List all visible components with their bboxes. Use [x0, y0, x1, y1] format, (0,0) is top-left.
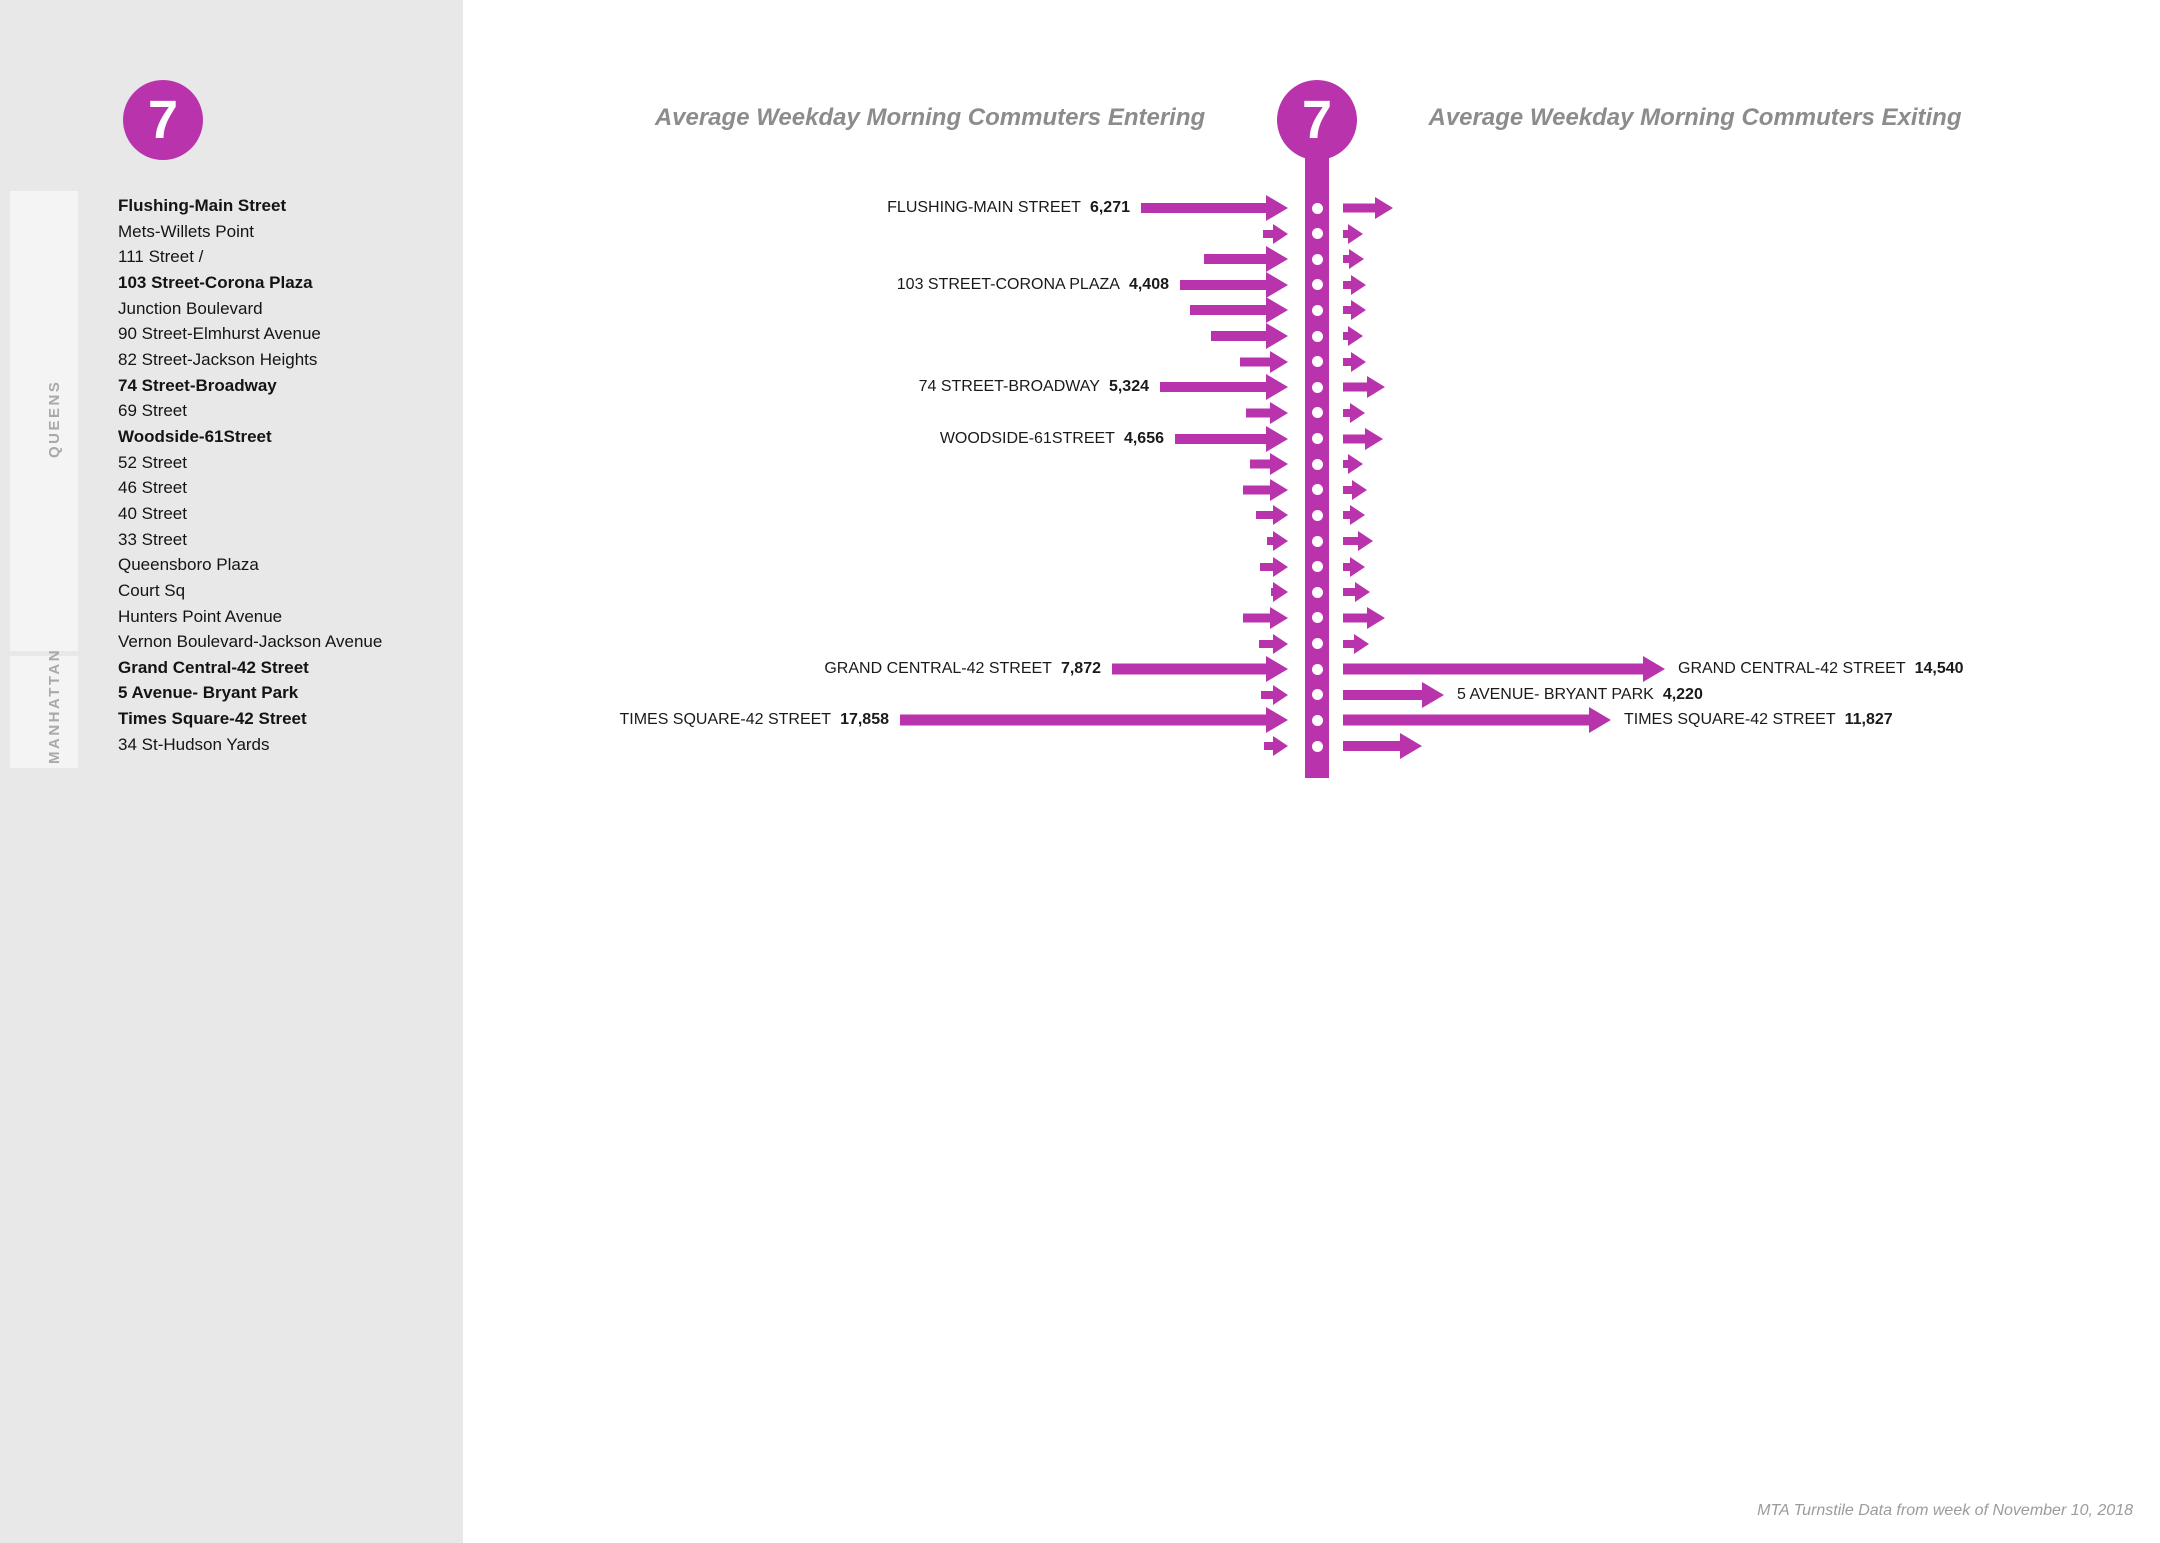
exiting-arrow — [1343, 246, 1364, 272]
entering-arrow — [1256, 502, 1288, 528]
station-list-item: 69 Street — [118, 401, 187, 421]
exiting-arrow — [1343, 400, 1365, 426]
entering-value-label — [887, 197, 1130, 219]
exiting-arrow — [1343, 733, 1422, 759]
station-stop-dot — [1312, 356, 1323, 367]
station-list-item: 111 Street / — [118, 247, 204, 267]
entering-arrow — [1250, 451, 1288, 477]
entering-value-label — [619, 709, 889, 731]
entering-chart-title: Average Weekday Morning Commuters Entering — [654, 104, 1206, 131]
station-stop-dot — [1312, 254, 1323, 265]
chart-station-name: 5 AVENUE- BRYANT PARK — [1457, 685, 1654, 703]
entering-value-label — [919, 376, 1149, 398]
station-list-item: 52 Street — [118, 452, 187, 472]
chart-station-name: GRAND CENTRAL-42 STREET — [1678, 660, 1906, 678]
station-stop-dot — [1312, 203, 1323, 214]
entering-arrow — [1261, 682, 1288, 708]
exiting-arrow — [1343, 707, 1611, 733]
region-label-queens: QUEENS — [46, 379, 63, 458]
station-stop-dot — [1312, 331, 1323, 342]
entering-arrow — [1267, 528, 1288, 554]
exiting-arrow — [1343, 323, 1363, 349]
subway-line-7-chart-badge — [1277, 80, 1357, 160]
station-list-item: 90 Street-Elmhurst Avenue — [118, 324, 321, 344]
exiting-arrow — [1343, 374, 1385, 400]
station-list-item: Flushing-Main Street — [118, 196, 287, 215]
entering-count: 7,872 — [1060, 660, 1101, 678]
chart-station-name: GRAND CENTRAL-42 STREET — [824, 660, 1052, 678]
exiting-value-label — [1457, 684, 1703, 706]
chart-station-name: 103 STREET-CORONA PLAZA — [896, 275, 1120, 293]
station-stop-dot — [1312, 689, 1323, 700]
exiting-arrow — [1343, 349, 1366, 375]
entering-arrow — [1259, 631, 1288, 657]
station-list-item: 34 St-Hudson Yards — [118, 734, 270, 754]
exiting-count: 14,540 — [1914, 660, 1964, 678]
exiting-arrow — [1343, 554, 1365, 580]
station-list-item: Junction Boulevard — [118, 298, 263, 318]
exiting-arrow — [1343, 195, 1393, 221]
exiting-count: 11,827 — [1844, 711, 1893, 729]
chart-station-name: TIMES SQUARE-42 STREET — [1624, 711, 1836, 729]
station-sidebar — [0, 0, 463, 1543]
station-stop-dot — [1312, 305, 1323, 316]
station-stop-dot — [1312, 484, 1323, 495]
entering-arrow — [1271, 579, 1288, 605]
exiting-arrow — [1343, 656, 1665, 682]
entering-arrow — [1112, 656, 1288, 682]
station-list-item: Queensboro Plaza — [118, 555, 259, 575]
entering-arrow — [900, 707, 1288, 733]
station-list-item: 5 Avenue- Bryant Park — [118, 683, 299, 703]
entering-value-label — [897, 274, 1169, 296]
exiting-arrow — [1343, 221, 1363, 247]
entering-arrow — [1246, 400, 1288, 426]
station-list-item: Woodside-61Street — [118, 426, 272, 446]
exiting-arrow — [1343, 528, 1373, 554]
station-stop-dot — [1312, 459, 1323, 470]
station-stop-dot — [1312, 638, 1323, 649]
station-stop-dot — [1312, 715, 1323, 726]
entering-arrow — [1211, 323, 1288, 349]
station-list-item: 33 Street — [118, 529, 187, 549]
station-list — [118, 193, 382, 757]
station-stop-dot — [1312, 228, 1323, 239]
region-strip-queens — [10, 191, 78, 651]
subway-line-7-chart-badge-number: 7 — [1301, 90, 1333, 150]
entering-arrow — [1264, 733, 1288, 759]
station-stop-dot — [1312, 510, 1323, 521]
station-list-item: Court Sq — [118, 580, 186, 600]
exiting-arrow — [1343, 477, 1367, 503]
exiting-arrow — [1343, 297, 1366, 323]
station-list-item: 40 Street — [118, 503, 187, 523]
entering-count: 6,271 — [1089, 199, 1130, 216]
subway-line-7-badge — [123, 80, 203, 160]
entering-arrow — [1260, 554, 1288, 580]
station-list-item: 74 Street-Broadway — [118, 375, 277, 395]
station-stop-dot — [1312, 561, 1323, 572]
station-stop-dot — [1312, 741, 1323, 752]
exiting-chart-title: Average Weekday Morning Commuters Exiting — [1428, 104, 1962, 131]
exiting-arrow — [1343, 426, 1383, 452]
station-stop-dot — [1312, 279, 1323, 290]
subway-line-7-badge-number: 7 — [147, 90, 179, 150]
entering-count: 5,324 — [1108, 378, 1149, 396]
entering-arrow — [1240, 349, 1288, 375]
station-list-item: 46 Street — [118, 478, 187, 498]
station-list-item: Hunters Point Avenue — [118, 606, 283, 626]
region-label-manhattan: MANHATTAN — [46, 647, 63, 764]
exiting-arrow — [1343, 451, 1363, 477]
entering-value-label — [824, 658, 1101, 680]
entering-arrow — [1263, 221, 1288, 247]
entering-arrow — [1190, 297, 1288, 323]
entering-count: 4,408 — [1128, 275, 1169, 293]
exiting-arrow — [1343, 272, 1366, 298]
station-list-item: 82 Street-Jackson Heights — [118, 349, 318, 369]
station-stop-dot — [1312, 407, 1323, 418]
entering-arrow — [1160, 374, 1288, 400]
station-list-item: Grand Central-42 Street — [118, 657, 309, 677]
exiting-value-label — [1678, 658, 1964, 680]
entering-count: 17,858 — [840, 711, 889, 729]
chart-station-name: 74 STREET-BROADWAY — [918, 378, 1100, 396]
exiting-value-label — [1624, 709, 1893, 731]
station-stop-dot — [1312, 587, 1323, 598]
entering-value-label — [940, 428, 1164, 450]
chart-station-name: TIMES SQUARE-42 STREET — [619, 711, 832, 729]
exiting-count: 4,220 — [1662, 685, 1703, 703]
region-strip-manhattan — [10, 647, 78, 768]
exiting-arrow — [1343, 605, 1385, 631]
entering-arrow — [1141, 195, 1288, 221]
exiting-arrow — [1343, 579, 1370, 605]
station-stop-dot — [1312, 612, 1323, 623]
route-line-spine — [1305, 120, 1329, 778]
entering-arrow — [1204, 246, 1288, 272]
chart-station-name: WOODSIDE-61STREET — [939, 429, 1115, 447]
data-source-footnote: MTA Turnstile Data from week of November 10, 2018 — [1757, 1502, 2133, 1519]
entering-arrow — [1180, 272, 1288, 298]
entering-arrow — [1243, 477, 1288, 503]
station-stop-dot — [1312, 536, 1323, 547]
station-list-item: Vernon Boulevard-Jackson Avenue — [118, 632, 383, 652]
exiting-arrow — [1343, 682, 1444, 708]
station-stop-dot — [1312, 382, 1323, 393]
station-stop-dot — [1312, 433, 1323, 444]
exiting-arrow — [1343, 502, 1365, 528]
entering-count: 4,656 — [1123, 429, 1164, 447]
entering-arrow — [1243, 605, 1288, 631]
chart-station-name: FLUSHING-MAIN STREET — [887, 199, 1081, 216]
station-list-item: 103 Street-Corona Plaza — [118, 272, 313, 292]
exiting-arrow — [1343, 631, 1369, 657]
station-list-item: Times Square-42 Street — [118, 709, 307, 729]
station-list-item: Mets-Willets Point — [118, 221, 255, 241]
station-stop-dot — [1312, 664, 1323, 675]
entering-arrow — [1175, 426, 1288, 452]
